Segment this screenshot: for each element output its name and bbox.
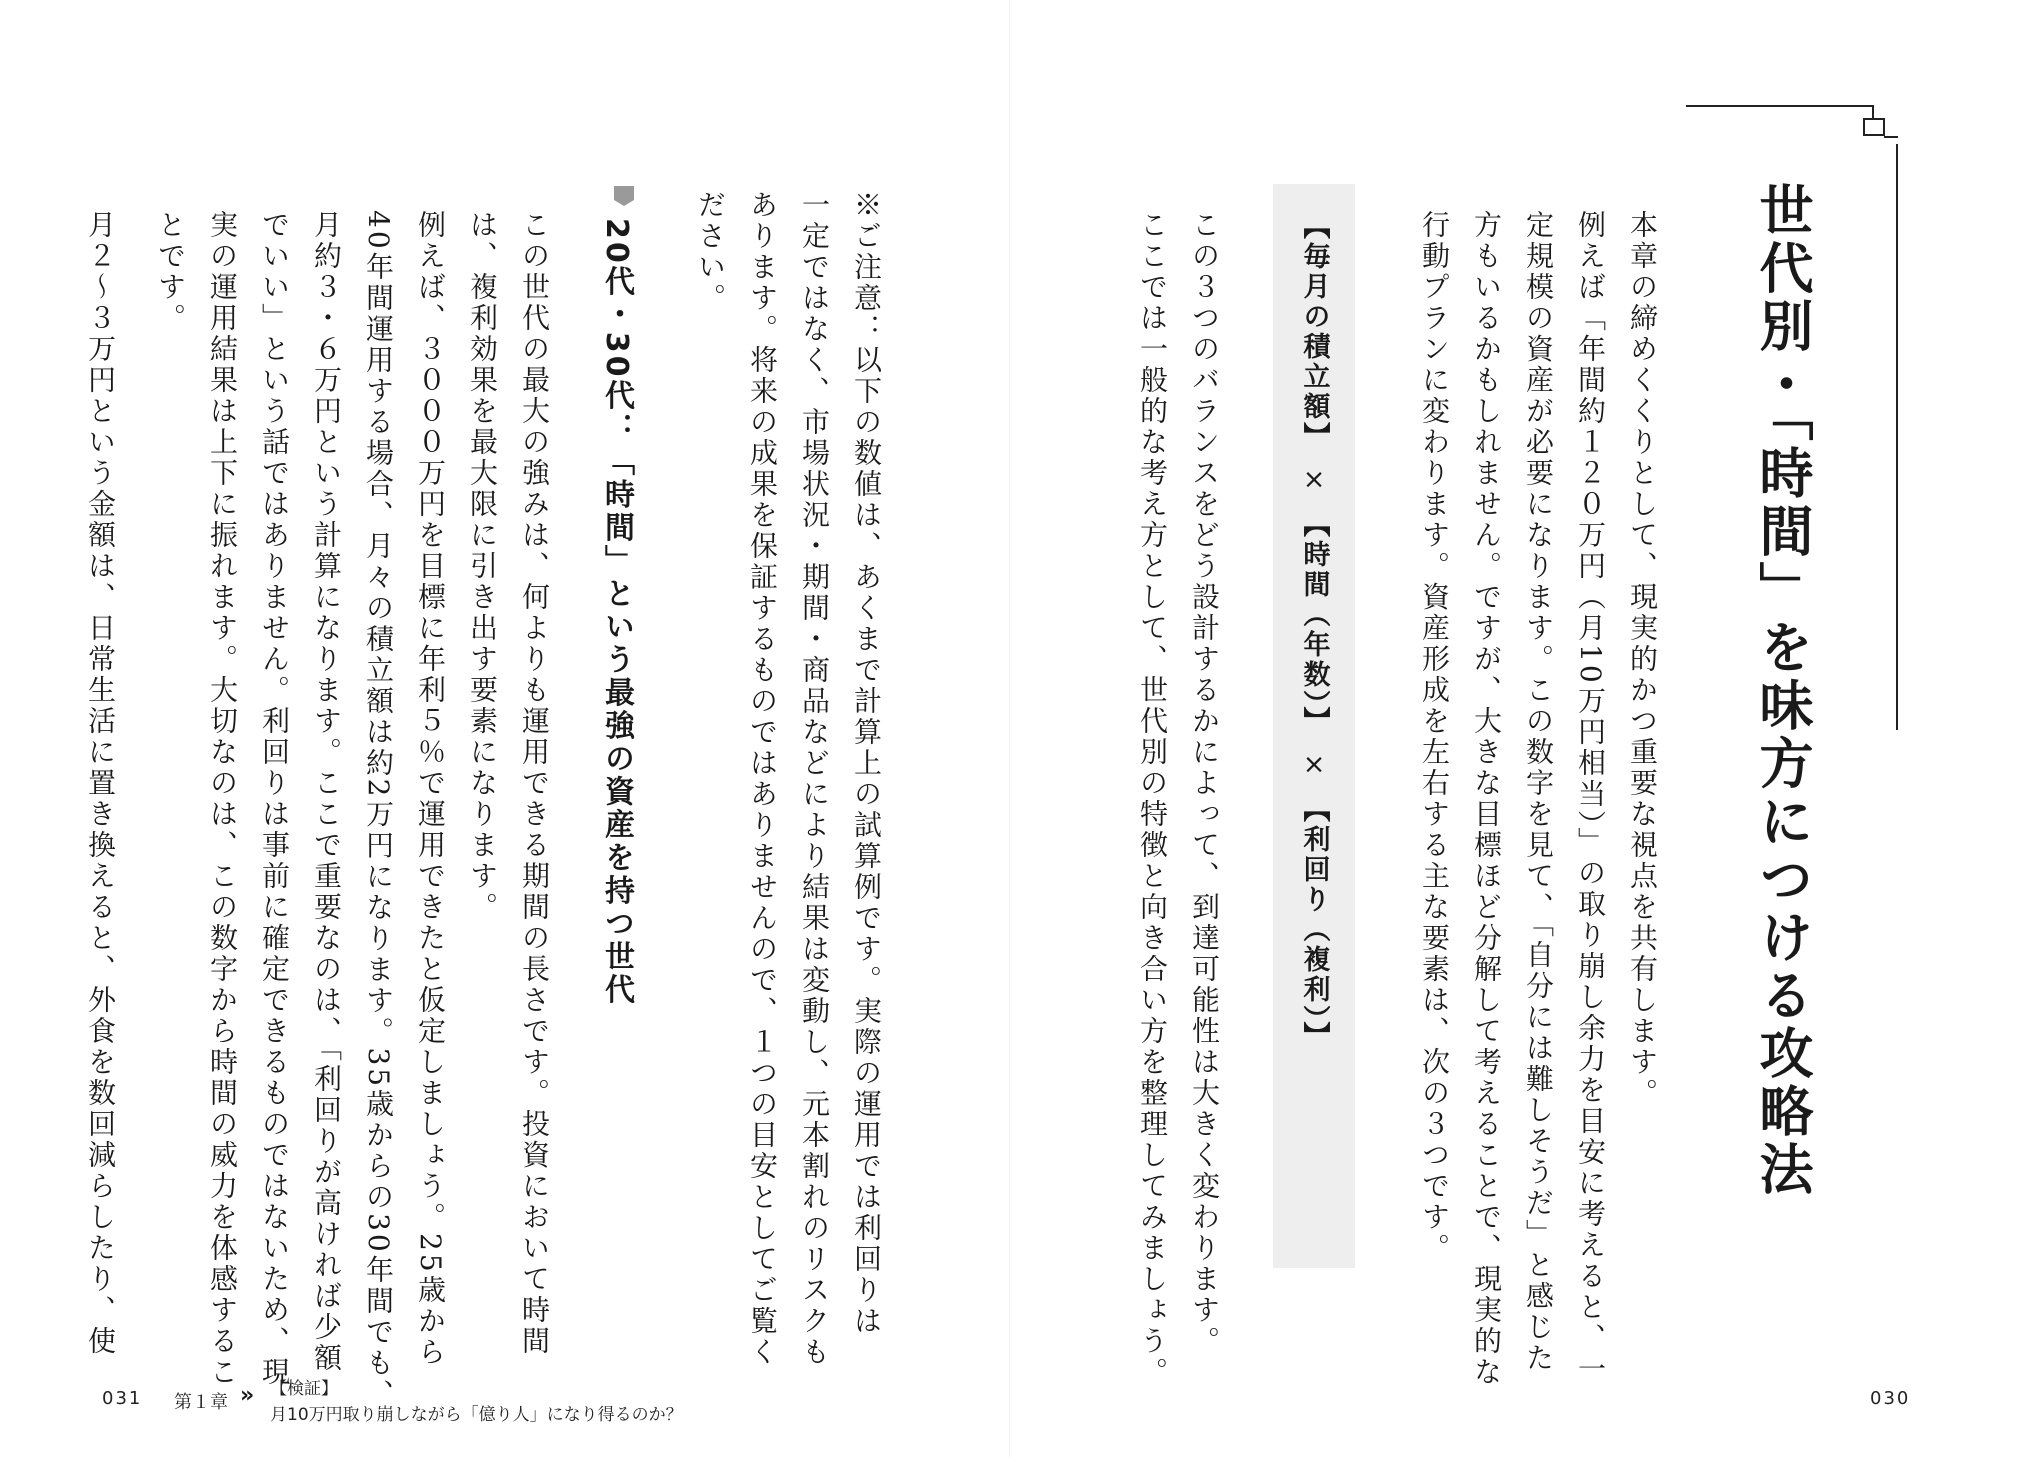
page-number-left: 031 [102,1388,143,1409]
body-line: 例えば「年間約１２０万円（月10万円相当）」の取り崩し余力を目安に考えると、一 [1574,210,1607,1385]
key-factors-callout [1273,184,1355,1268]
body-line: この世代の最大の強みは、何よりも運用できる期間の長さです。投資において時間 [518,210,551,1357]
factor-monthly-contribution: 【毎月の積立額】 [1298,212,1330,452]
running-head-title: 月10万円取り崩しながら「億り人」になり得るのか？ [270,1405,683,1425]
page-number-right: 030 [1870,1388,1911,1409]
body-line: 月２〜３万円という金額は、日常生活に置き換えると、外食を数回減らしたり、使 [84,210,117,1357]
title-ornament-icon [1863,118,1885,136]
section-marker-icon [612,184,636,208]
title-rule-connector [1872,105,1874,119]
chapter-label: 第１章 [174,1392,228,1413]
title-rule-connector [1884,136,1898,138]
body-line: この３つのバランスをどう設計するかによって、到達可能性は大きく変わります。 [1188,210,1221,1357]
section-heading: 20代・30代：「時間」という最強の資産を持つ世代 [599,218,634,1007]
body-line: 月約３・６万円という計算になります。ここで重要なのは、「利回りが高ければ少額 [310,210,343,1374]
running-head-tag: 【検証】 [270,1379,338,1399]
body-line: 例えば、３０００万円を目標に年利５％で運用できたと仮定しましょう。25歳から [414,210,447,1368]
chevron-right-icon: » [240,1383,255,1408]
factor-yield: 【利回り（複利）】 [1298,794,1330,1051]
note-line: ださい。 [694,190,727,314]
note-line: あります。将来の成果を保証するものではありませんので、１つの目安としてご覧く [746,190,779,1368]
chapter-title: 世代別・「時間」を味方につける攻略法 [1751,182,1814,1199]
title-rule-vertical [1896,144,1898,730]
body-line: とです。 [154,210,187,334]
right-body-text-2 [1130,210,1230,1388]
body-line: でいい」という話ではありません。利回りは事前に確定できるものではないため、現 [258,210,291,1388]
left-body-text-2 [84,210,126,1357]
body-line: は、複利効果を最大限に引き出す要素になります。 [466,210,499,923]
page-gutter [1009,0,1010,1457]
note-line: 一定ではなく、市場状況・期間・商品などにより結果は変動し、元本割れのリスクも [798,190,831,1368]
multiply-sign: × [1298,748,1330,783]
disclaimer-note [694,190,892,1368]
factor-time: 【時間（年数）】 [1298,510,1330,737]
body-line: 40年間運用する場合、月々の積立額は約2万円になります。35歳からの30年間でも、 [362,210,395,1410]
body-line: 行動プランに変わります。資産形成を左右する主な要素は、次の３つです。 [1418,210,1451,1264]
body-line: ここでは一般的な考え方として、世代別の特徴と向き合い方を整理してみましょう。 [1136,210,1169,1388]
body-line: 方もいるかもしれません。ですが、大きな目標ほど分解して考えることで、現実的な [1470,210,1503,1388]
multiply-sign: × [1298,464,1330,498]
body-line: 実の運用結果は上下に振れます。大切なのは、この数字から時間の威力を体感するこ [206,210,239,1388]
body-line: 定規模の資産が必要になります。この数字を見て、「自分には難しそうだ」と感じた [1522,210,1555,1374]
note-line: ※ご注意：以下の数値は、あくまで計算上の試算例です。実際の運用では利回りは [850,190,883,1337]
title-rule-horizontal [1686,105,1872,107]
right-body-text [1408,210,1668,1388]
body-line: 本章の締めくくりとして、現実的かつ重要な視点を共有します。 [1626,210,1659,1109]
